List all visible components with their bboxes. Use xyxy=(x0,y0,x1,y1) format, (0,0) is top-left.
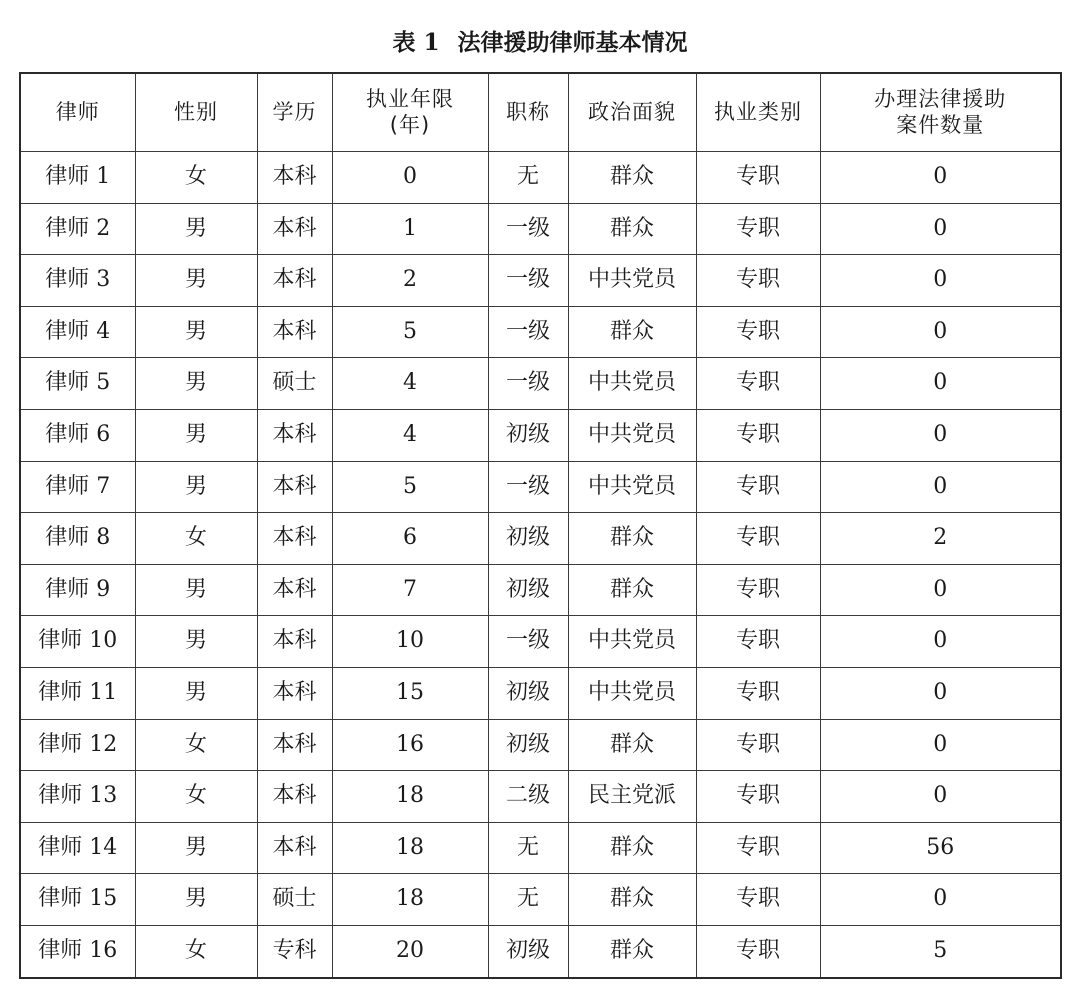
cell-political-status: 民主党派 xyxy=(568,771,696,823)
cell-practice-type: 专职 xyxy=(696,874,820,926)
cell-education: 本科 xyxy=(257,616,332,668)
cell-title: 无 xyxy=(488,874,568,926)
cell-practice-type: 专职 xyxy=(696,822,820,874)
cell-gender: 女 xyxy=(135,152,257,204)
cell-practice-years: 10 xyxy=(332,616,488,668)
cell-lawyer: 律师 16 xyxy=(20,925,135,977)
cell-legal-aid-cases: 0 xyxy=(820,564,1061,616)
cell-practice-years: 1 xyxy=(332,203,488,255)
cell-lawyer: 律师 15 xyxy=(20,874,135,926)
cell-practice-years: 5 xyxy=(332,306,488,358)
cell-title: 一级 xyxy=(488,203,568,255)
cell-legal-aid-cases: 0 xyxy=(820,409,1061,461)
cell-practice-years: 18 xyxy=(332,874,488,926)
table-row xyxy=(20,616,1061,668)
cell-practice-years: 15 xyxy=(332,667,488,719)
table-row xyxy=(20,306,1061,358)
cell-lawyer: 律师 14 xyxy=(20,822,135,874)
cell-title: 二级 xyxy=(488,771,568,823)
cell-legal-aid-cases: 0 xyxy=(820,152,1061,204)
cell-education: 本科 xyxy=(257,409,332,461)
cell-education: 本科 xyxy=(257,667,332,719)
cell-gender: 男 xyxy=(135,874,257,926)
cell-political-status: 中共党员 xyxy=(568,616,696,668)
cell-lawyer: 律师 10 xyxy=(20,616,135,668)
cell-lawyer: 律师 6 xyxy=(20,409,135,461)
header-gender: 性别 xyxy=(135,73,257,152)
cell-practice-years: 18 xyxy=(332,822,488,874)
table-caption xyxy=(0,24,1080,57)
cell-political-status: 群众 xyxy=(568,203,696,255)
cell-lawyer: 律师 9 xyxy=(20,564,135,616)
cell-political-status: 中共党员 xyxy=(568,358,696,410)
cell-practice-years: 5 xyxy=(332,461,488,513)
cell-legal-aid-cases: 0 xyxy=(820,719,1061,771)
table-row xyxy=(20,513,1061,565)
cell-gender: 男 xyxy=(135,358,257,410)
table-row xyxy=(20,719,1061,771)
cell-political-status: 群众 xyxy=(568,719,696,771)
cell-gender: 女 xyxy=(135,771,257,823)
header-political-status: 政治面貌 xyxy=(568,73,696,152)
cell-lawyer: 律师 11 xyxy=(20,667,135,719)
cell-education: 本科 xyxy=(257,306,332,358)
cell-title: 无 xyxy=(488,152,568,204)
cell-lawyer: 律师 1 xyxy=(20,152,135,204)
cell-political-status: 群众 xyxy=(568,874,696,926)
table-row xyxy=(20,822,1061,874)
header-practice-years: 执业年限 (年) xyxy=(332,73,488,152)
cell-practice-type: 专职 xyxy=(696,925,820,977)
cell-education: 硕士 xyxy=(257,358,332,410)
cell-legal-aid-cases: 0 xyxy=(820,461,1061,513)
cell-gender: 男 xyxy=(135,409,257,461)
table-row xyxy=(20,203,1061,255)
cell-title: 初级 xyxy=(488,409,568,461)
cell-title: 一级 xyxy=(488,255,568,307)
table-row xyxy=(20,874,1061,926)
cell-legal-aid-cases: 5 xyxy=(820,925,1061,977)
cell-lawyer: 律师 7 xyxy=(20,461,135,513)
cell-legal-aid-cases: 56 xyxy=(820,822,1061,874)
cell-education: 本科 xyxy=(257,203,332,255)
cell-practice-years: 16 xyxy=(332,719,488,771)
cell-legal-aid-cases: 2 xyxy=(820,513,1061,565)
cell-education: 本科 xyxy=(257,513,332,565)
cell-practice-type: 专职 xyxy=(696,306,820,358)
header-practice-type: 执业类别 xyxy=(696,73,820,152)
cell-lawyer: 律师 3 xyxy=(20,255,135,307)
cell-legal-aid-cases: 0 xyxy=(820,616,1061,668)
cell-title: 一级 xyxy=(488,616,568,668)
header-title: 职称 xyxy=(488,73,568,152)
cell-political-status: 群众 xyxy=(568,822,696,874)
cell-practice-type: 专职 xyxy=(696,616,820,668)
cell-practice-type: 专职 xyxy=(696,461,820,513)
cell-practice-years: 7 xyxy=(332,564,488,616)
table-row xyxy=(20,255,1061,307)
cell-title: 一级 xyxy=(488,358,568,410)
cell-gender: 男 xyxy=(135,203,257,255)
cell-practice-years: 4 xyxy=(332,358,488,410)
table-row xyxy=(20,461,1061,513)
cell-gender: 女 xyxy=(135,513,257,565)
cell-gender: 女 xyxy=(135,719,257,771)
cell-education: 硕士 xyxy=(257,874,332,926)
cell-legal-aid-cases: 0 xyxy=(820,771,1061,823)
table-row xyxy=(20,152,1061,204)
cell-political-status: 中共党员 xyxy=(568,409,696,461)
cell-gender: 男 xyxy=(135,306,257,358)
cell-lawyer: 律师 12 xyxy=(20,719,135,771)
cell-education: 本科 xyxy=(257,255,332,307)
cell-gender: 男 xyxy=(135,564,257,616)
table-row xyxy=(20,667,1061,719)
cell-gender: 男 xyxy=(135,667,257,719)
table-row xyxy=(20,925,1061,977)
cell-practice-type: 专职 xyxy=(696,255,820,307)
cell-practice-type: 专职 xyxy=(696,719,820,771)
cell-legal-aid-cases: 0 xyxy=(820,358,1061,410)
cell-practice-type: 专职 xyxy=(696,203,820,255)
cell-education: 本科 xyxy=(257,564,332,616)
cell-legal-aid-cases: 0 xyxy=(820,203,1061,255)
cell-political-status: 群众 xyxy=(568,564,696,616)
cell-political-status: 中共党员 xyxy=(568,255,696,307)
cell-education: 本科 xyxy=(257,771,332,823)
table-row xyxy=(20,409,1061,461)
cell-legal-aid-cases: 0 xyxy=(820,255,1061,307)
cell-practice-type: 专职 xyxy=(696,152,820,204)
cell-gender: 男 xyxy=(135,255,257,307)
cell-practice-type: 专职 xyxy=(696,564,820,616)
cell-title: 初级 xyxy=(488,564,568,616)
cell-practice-type: 专职 xyxy=(696,409,820,461)
table-body xyxy=(20,152,1061,978)
cell-education: 本科 xyxy=(257,719,332,771)
cell-education: 本科 xyxy=(257,822,332,874)
table-number: 表 1 xyxy=(392,29,440,56)
cell-legal-aid-cases: 0 xyxy=(820,874,1061,926)
cell-practice-years: 4 xyxy=(332,409,488,461)
table-header-row xyxy=(20,73,1061,152)
cell-title: 初级 xyxy=(488,925,568,977)
cell-title: 初级 xyxy=(488,719,568,771)
cell-lawyer: 律师 2 xyxy=(20,203,135,255)
cell-lawyer: 律师 8 xyxy=(20,513,135,565)
cell-practice-years: 2 xyxy=(332,255,488,307)
cell-practice-type: 专职 xyxy=(696,771,820,823)
lawyer-info-table xyxy=(19,72,1062,979)
cell-practice-years: 6 xyxy=(332,513,488,565)
table-row xyxy=(20,771,1061,823)
cell-education: 本科 xyxy=(257,461,332,513)
cell-gender: 男 xyxy=(135,461,257,513)
cell-political-status: 群众 xyxy=(568,513,696,565)
cell-gender: 男 xyxy=(135,616,257,668)
cell-lawyer: 律师 4 xyxy=(20,306,135,358)
cell-title: 初级 xyxy=(488,667,568,719)
header-legal-aid-cases: 办理法律援助 案件数量 xyxy=(820,73,1061,152)
cell-practice-years: 20 xyxy=(332,925,488,977)
header-education: 学历 xyxy=(257,73,332,152)
header-lawyer: 律师 xyxy=(20,73,135,152)
cell-practice-years: 18 xyxy=(332,771,488,823)
table-title: 法律援助律师基本情况 xyxy=(457,30,688,56)
table-row xyxy=(20,564,1061,616)
cell-practice-type: 专职 xyxy=(696,513,820,565)
cell-political-status: 群众 xyxy=(568,925,696,977)
cell-gender: 女 xyxy=(135,925,257,977)
cell-political-status: 中共党员 xyxy=(568,667,696,719)
cell-title: 一级 xyxy=(488,306,568,358)
cell-title: 初级 xyxy=(488,513,568,565)
cell-education: 本科 xyxy=(257,152,332,204)
cell-political-status: 群众 xyxy=(568,306,696,358)
cell-title: 无 xyxy=(488,822,568,874)
cell-practice-years: 0 xyxy=(332,152,488,204)
cell-gender: 男 xyxy=(135,822,257,874)
cell-legal-aid-cases: 0 xyxy=(820,306,1061,358)
cell-title: 一级 xyxy=(488,461,568,513)
cell-political-status: 中共党员 xyxy=(568,461,696,513)
cell-political-status: 群众 xyxy=(568,152,696,204)
cell-lawyer: 律师 5 xyxy=(20,358,135,410)
cell-practice-type: 专职 xyxy=(696,358,820,410)
cell-education: 专科 xyxy=(257,925,332,977)
cell-legal-aid-cases: 0 xyxy=(820,667,1061,719)
cell-practice-type: 专职 xyxy=(696,667,820,719)
cell-lawyer: 律师 13 xyxy=(20,771,135,823)
table-row xyxy=(20,358,1061,410)
